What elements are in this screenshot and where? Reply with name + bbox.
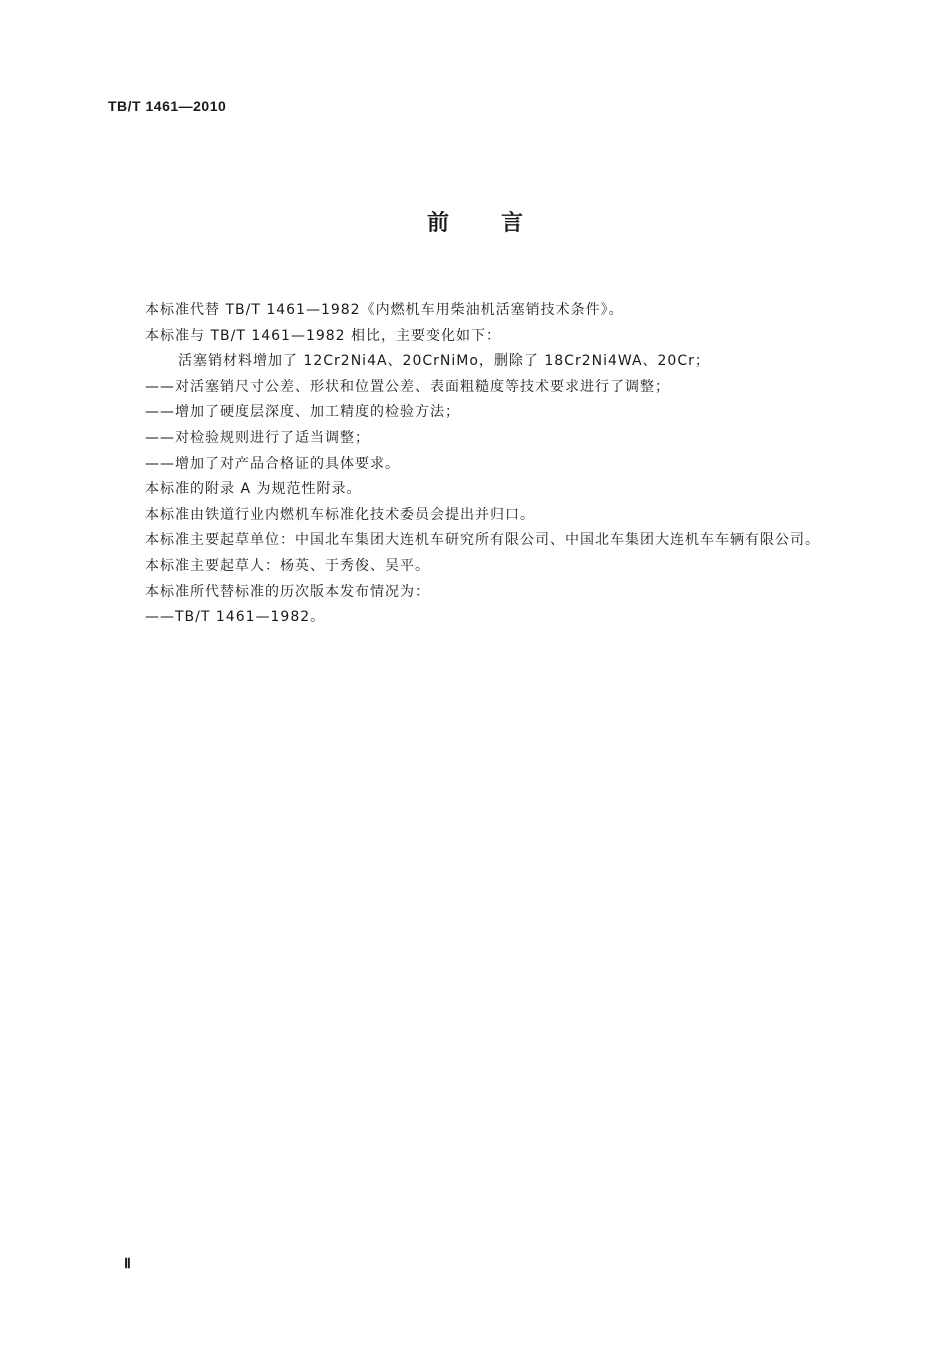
paragraph-drafters: 本标准主要起草人：杨英、于秀俊、吴平。 [145, 557, 430, 574]
paragraph-appendix: 本标准的附录 A 为规范性附录。 [145, 481, 362, 498]
foreword-body [110, 298, 860, 631]
paragraph-change-tolerance: ——对活塞销尺寸公差、形状和位置公差、表面粗糙度等技术要求进行了调整； [145, 378, 670, 395]
page-title: 前言 [426, 211, 575, 236]
paragraph-replaces: 本标准代替 TB/T 1461—1982《内燃机车用柴油机活塞销技术条件》。 [145, 302, 624, 318]
paragraph-change-rules: ——对检验规则进行了适当调整； [145, 429, 370, 446]
page-number: Ⅱ [124, 1257, 131, 1272]
paragraph-history-item: ——TB/T 1461—1982。 [145, 609, 326, 626]
paragraph-changes-intro: 本标准与 TB/T 1461—1982 相比，主要变化如下： [145, 327, 502, 344]
paragraph-history-intro: 本标准所代替标准的历次版本发布情况为： [145, 583, 430, 600]
paragraph-change-material: 活塞销材料增加了 12Cr2Ni4A、20CrNiMo，删除了 18Cr2Ni4WA、20Cr； [178, 353, 710, 370]
paragraph-drafting-units: 本标准主要起草单位：中国北车集团大连机车研究所有限公司、中国北车集团大连机车车辆有限公司。 [145, 532, 820, 549]
paragraph-proposed-by: 本标准由铁道行业内燃机车标准化技术委员会提出并归口。 [145, 506, 535, 523]
paragraph-change-certificate: ——增加了对产品合格证的具体要求。 [145, 455, 400, 472]
paragraph-change-inspection: ——增加了硬度层深度、加工精度的检验方法； [145, 404, 460, 421]
standard-code: TB/T 1461—2010 [108, 98, 227, 114]
